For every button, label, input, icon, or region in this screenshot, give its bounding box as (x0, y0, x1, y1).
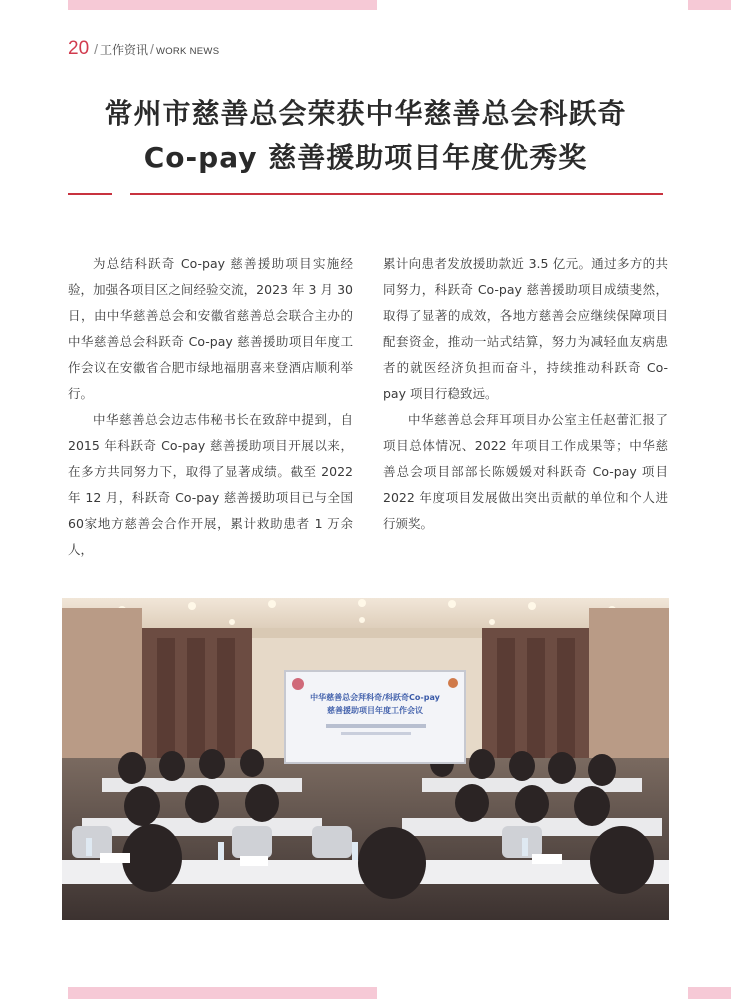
header-category-en: WORK NEWS (155, 46, 220, 57)
screen-title-line1: 中华慈善总会拜科奇/科跃奇Co-pay (310, 693, 440, 702)
body-column-left (68, 251, 353, 563)
paragraph: 中华慈善总会边志伟秘书长在致辞中提到，自 2015 年科跃奇 Co-pay 慈善援助项目开展以来，在多方共同努力下，取得了显著成绩。截至 2022 年 12 月，科跃奇 Co-pay 慈善援助项目已与全国 60家地方慈善会合作开展，累计救助患者 1 万余人， (68, 412, 353, 557)
bottom-pink-bar-left (68, 987, 377, 999)
page-number: 20 (68, 38, 90, 59)
title-rule-short (68, 193, 112, 195)
screen-subtext-line (341, 732, 411, 735)
screen-title-line2: 慈善援助项目年度工作会议 (327, 706, 423, 715)
paragraph: 中华慈善总会拜耳项目办公室主任赵蕾汇报了项目总体情况、2022 年项目工作成果等；中华慈善总会项目部部长陈媛媛对科跃奇 Co-pay 项目 2022 年度项目发展做出突出贡献的单位和个人进行颁奖。 (383, 412, 668, 531)
sponsor-logo-icon (448, 678, 458, 688)
page-header (68, 38, 219, 60)
body-column-right (383, 251, 668, 537)
paragraph: 为总结科跃奇 Co-pay 慈善援助项目实施经验，加强各项目区之间经验交流，2023 年 3 月 30 日，由中华慈善总会和安徽省慈善总会联合主办的中华慈善总会科跃奇 Co-pay 慈善援助项目年度工作会议在安徽省合肥市绿地福朋喜来登酒店顺利举行。 (68, 256, 353, 401)
bottom-pink-bar-right (688, 987, 731, 999)
top-pink-bar-right (688, 0, 731, 10)
header-slash-1: / (94, 41, 99, 57)
stage-screen (284, 670, 466, 764)
header-category: 工作资讯 (100, 43, 149, 57)
title-rule-long (130, 193, 663, 195)
header-slash-2: / (150, 41, 154, 57)
paragraph: 累计向患者发放援助款近 3.5 亿元。通过多方的共同努力，科跃奇 Co-pay 慈善援助项目成绩斐然，取得了显著的成效，各地方慈善会应继续保障项目配套资金，推动一站式结算，努力为减轻血友病患者的就医经济负担而奋斗，持续推动科跃奇 Co-pay 项目行稳致远。 (383, 256, 668, 401)
conference-photo (62, 598, 669, 920)
article-title-line1: 常州市慈善总会荣获中华慈善总会科跃奇 (104, 97, 627, 130)
top-pink-bar-left (68, 0, 377, 10)
charity-logo-icon (292, 678, 304, 690)
screen-subtext-line (326, 724, 426, 728)
article-title-line2: Co-pay 慈善援助项目年度优秀奖 (143, 141, 588, 174)
